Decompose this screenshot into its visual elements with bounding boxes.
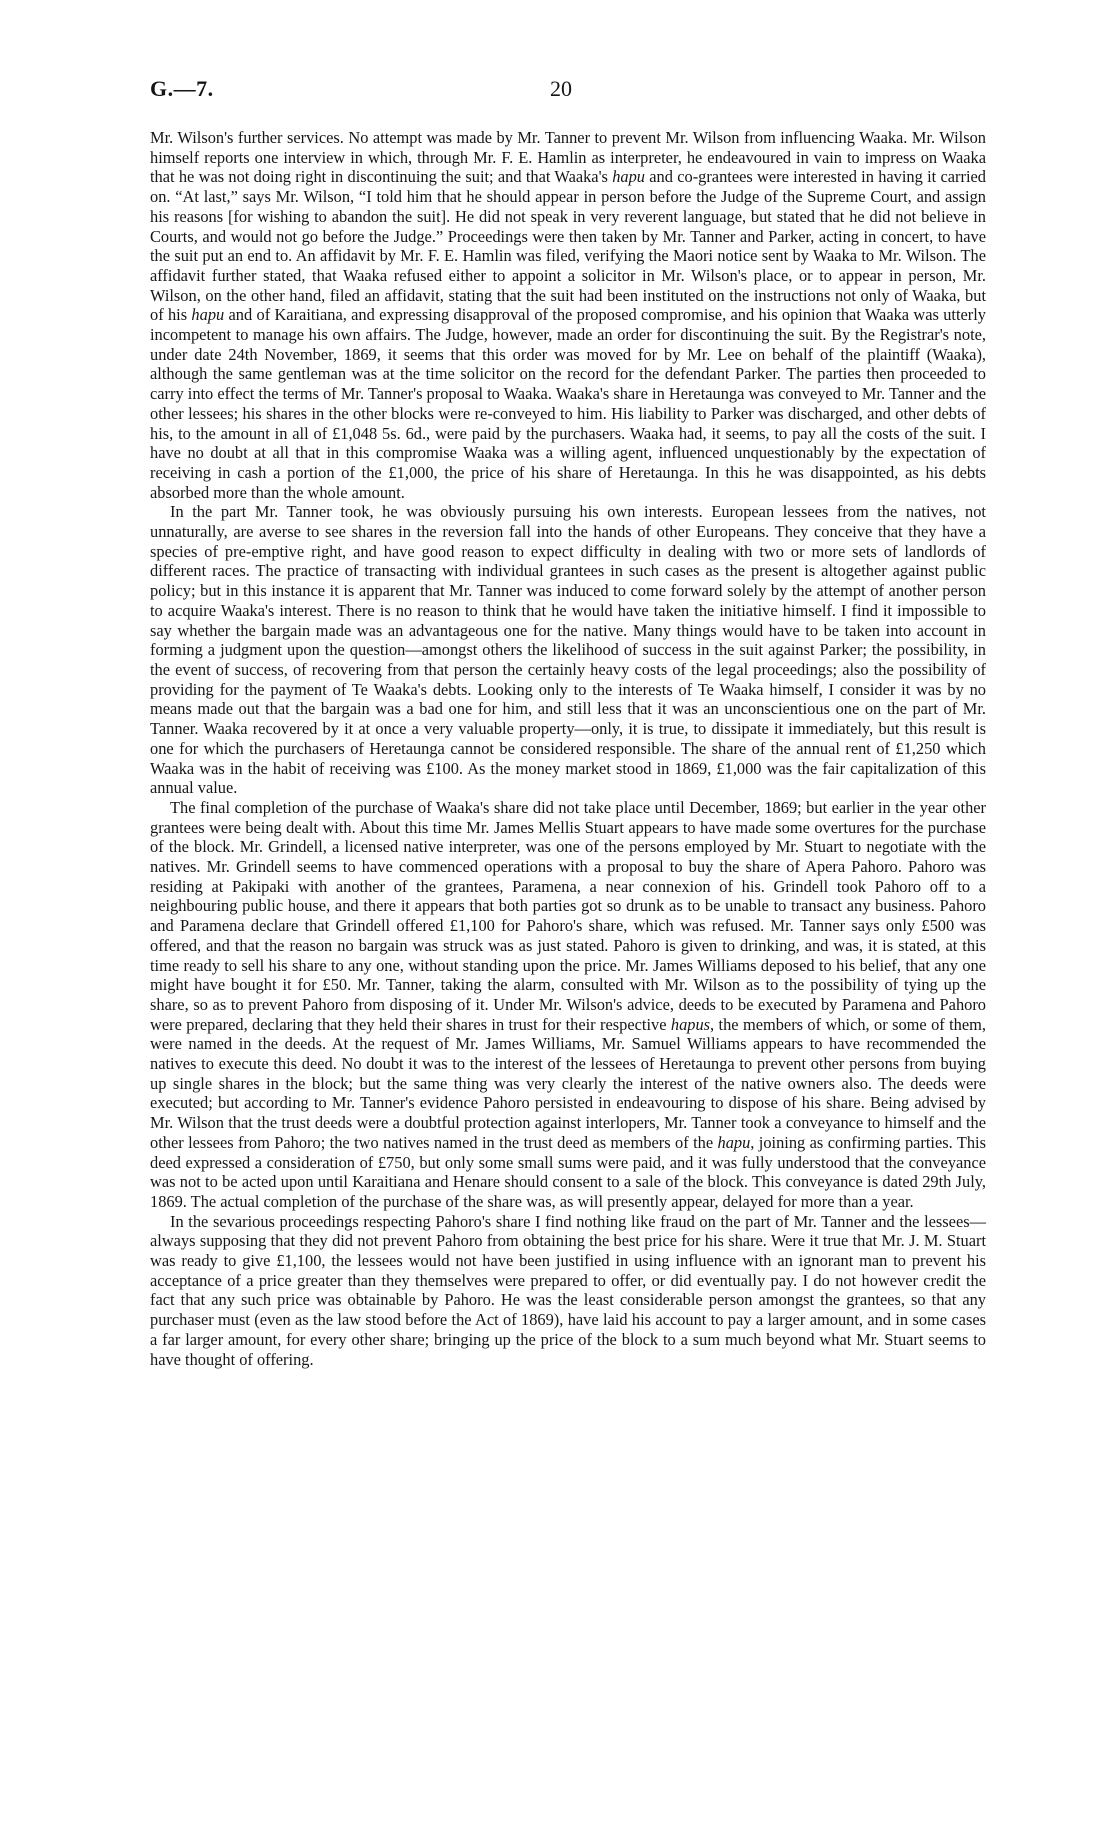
- paragraph-text: and of Karaitiana, and expressing disapproval of the proposed compromise, and his opinion that Waaka was utterly incompetent to manage his own affairs. The Judge, however, made an order for discontinuing the suit. By the Registrar's note, under date 24th November, 1869, it seems that this order was moved for by Mr. Lee on behalf of the plaintiff (Waaka), although the same gentleman was at the time solicitor on the record for the defendant Parker. The parties then proceeded to carry into effect the terms of Mr. Tanner's proposal to Waaka. Waaka's share in Heretaunga was conveyed to Mr. Tanner and the other lessees; his shares in the other blocks were re-conveyed to him. His liability to Parker was discharged, and other debts of his, to the amount in all of £1,048 5s. 6d., were paid by the purchasers. Waaka had, it seems, to pay all the costs of the suit. I have no doubt at all that in this compromise Waaka was a willing agent, influenced unquestionably by the expectation of receiving in cash a portion of the £1,000, the price of his share of Heretaunga. In this he was disappointed, as his debts absorbed more than the whole amount.: [150, 305, 987, 502]
- page-header: [150, 76, 986, 110]
- paragraph-3: [150, 798, 986, 1212]
- italic-term: hapu: [191, 305, 225, 325]
- italic-term: hapus: [670, 1014, 711, 1034]
- paragraph-2: [150, 502, 986, 798]
- paragraph-text: Mr. Wilson's further services. No attempt was made by Mr. Tanner to prevent Mr. Wilson from influencing Waaka. Mr. Wilson himself reports one interview in which, through Mr. F. E. Hamlin as interpreter, he endeavoured in vain to impress on Waaka that he was not doing right in discontinuing the suit; and that Waaka's: [150, 128, 986, 187]
- paragraph-text: The final completion of the purchase of Waaka's share did not take place until December, 1869; but earlier in the year other grantees were being dealt with. About this time Mr. James Mellis Stuart appears to have made some overtures for the purchase of the block. Mr. Grindell, a licensed native interpreter, was one of the persons employed by Mr. Stuart to negotiate with the natives. Mr. Grindell seems to have commenced operations with a proposal to buy the share of Apera Pahoro. Pahoro was residing at Pakipaki with another of the grantees, Paramena, a near connexion of his. Grindell took Pahoro off to a neighbouring public house, and there it appears that both parties got so drunk as to be unable to transact any business. Pahoro and Paramena declare that Grindell offered £1,100 for Pahoro's share, which was refused. Mr. Tanner says only £500 was offered, and that the reason no bargain was struck was as just stated. Pahoro is given to drinking, and was, it is stated, at this time ready to sell his share to any one, without standing upon the price. Mr. James Williams deposed to his belief, that any one might have bought it for £50. Mr. Tanner, taking the alarm, consulted with Mr. Wilson as to the possibility of tying up the share, so as to prevent Pahoro from disposing of it. Under Mr. Wilson's advice, deeds to be executed by Paramena and Pahoro were prepared, declaring that they held their shares in trust for their respective: [150, 797, 986, 1034]
- paragraph-text: , joining as confirming parties. This deed expressed a consideration of £750, but only some small sums were paid, and it was fully understood that the conveyance was not to be acted upon until Karaitiana and Henare should consent to a sale of the block. This conveyance is dated 29th July, 1869. The actual completion of the purchase of the share was, as will presently appear, delayed for more than a year.: [150, 1132, 986, 1211]
- page-number: 20: [550, 76, 572, 101]
- italic-term: hapu: [717, 1132, 751, 1152]
- document-reference: G.—7.: [150, 76, 214, 101]
- italic-term: hapu: [612, 167, 645, 187]
- paragraph-text: , the members of which, or some of them, were named in the deeds. At the request of Mr. James Williams, Mr. Samuel Williams appears to have recommended the natives to execute this deed. No doubt it was to the interest of the lessees of Heretaunga to prevent other persons from buying up single shares in the block; but the same thing was very clearly the interest of the native owners also. The deeds were executed; but according to Mr. Tanner's evidence Pahoro persisted in endeavouring to dispose of his share. Being advised by Mr. Wilson that the trust deeds were a doubtful protection against interlopers, Mr. Tanner took a conveyance to himself and the other lessees from Pahoro; the two natives named in the trust deed as members of the: [150, 1014, 986, 1152]
- paragraph-text: and co-grantees were interested in having it carried on. “At last,” says Mr. Wilson, “I told him that he should appear in person before the Judge of the Supreme Court, and assign his reasons [for wishing to abandon the suit]. He did not speak in very reverent language, but stated that he did not believe in Courts, and would not go before the Judge.” Proceedings were then taken by Mr. Tanner and Parker, acting in concert, to have the suit put an end to. An affidavit by Mr. F. E. Hamlin was filed, verifying the Maori notice sent by Waaka to Mr. Wilson. The affidavit further stated, that Waaka refused either to appoint a solicitor in Mr. Wilson's place, or to appear in person, Mr. Wilson, on the other hand, filed an affidavit, stating that the suit had been instituted on the instructions not only of Waaka, but of his: [150, 167, 986, 325]
- paragraph-text: In the part Mr. Tanner took, he was obviously pursuing his own interests. European lessees from the natives, not unnaturally, are averse to see shares in the reversion fall into the hands of other Europeans. They conceive that they have a species of pre-emptive right, and have good reason to expect difficulty in dealing with two or more sets of landlords of different races. The practice of transacting with individual grantees in such cases as the present is altogether against public policy; but in this instance it is apparent that Mr. Tanner was induced to come forward solely by the attempt of another person to acquire Waaka's interest. There is no reason to think that he would have taken the initiative himself. I find it impossible to say whether the bargain made was an advantageous one for the native. Many things would have to be taken into account in forming a judgment upon the question—amongst others the likelihood of success in the suit against Parker; the possibility, in the event of success, of recovering from that person the certainly heavy costs of the legal proceedings; also the possibility of providing for the payment of Te Waaka's debts. Looking only to the interests of Te Waaka himself, I consider it was by no means made out that the bargain was a bad one for him, and still less that it was an unconscientious one on the part of Mr. Tanner. Waaka recovered by it at once a very valuable property—only, it is true, to dissipate it immediately, but this result is one for which the purchasers of Heretaunga cannot be considered responsible. The share of the annual rent of £1,250 which Waaka was in the habit of receiving was £100. As the money market stood in 1869, £1,000 was the fair capitalization of this annual value.: [150, 502, 986, 798]
- paragraph-1: [150, 128, 986, 502]
- body-text: [150, 128, 986, 1369]
- paragraph-text: In the sevarious proceedings respecting Pahoro's share I find nothing like fraud on the part of Mr. Tanner and the lessees—always supposing that they did not prevent Pahoro from obtaining the best price for his share. Were it true that Mr. J. M. Stuart was ready to give £1,100, the lessees would not have been justified in using influence with an ignorant man to prevent his acceptance of a price greater than they themselves were prepared to offer, or did eventually pay. I do not however credit the fact that any such price was obtainable by Pahoro. He was the least considerable person amongst the grantees, so that any purchaser must (even as the law stood before the Act of 1869), have laid his account to pay a larger amount, and in some cases a far larger amount, for every other share; bringing up the price of the block to a sum much beyond what Mr. Stuart seems to have thought of offering.: [150, 1211, 986, 1369]
- paragraph-4: [150, 1212, 986, 1370]
